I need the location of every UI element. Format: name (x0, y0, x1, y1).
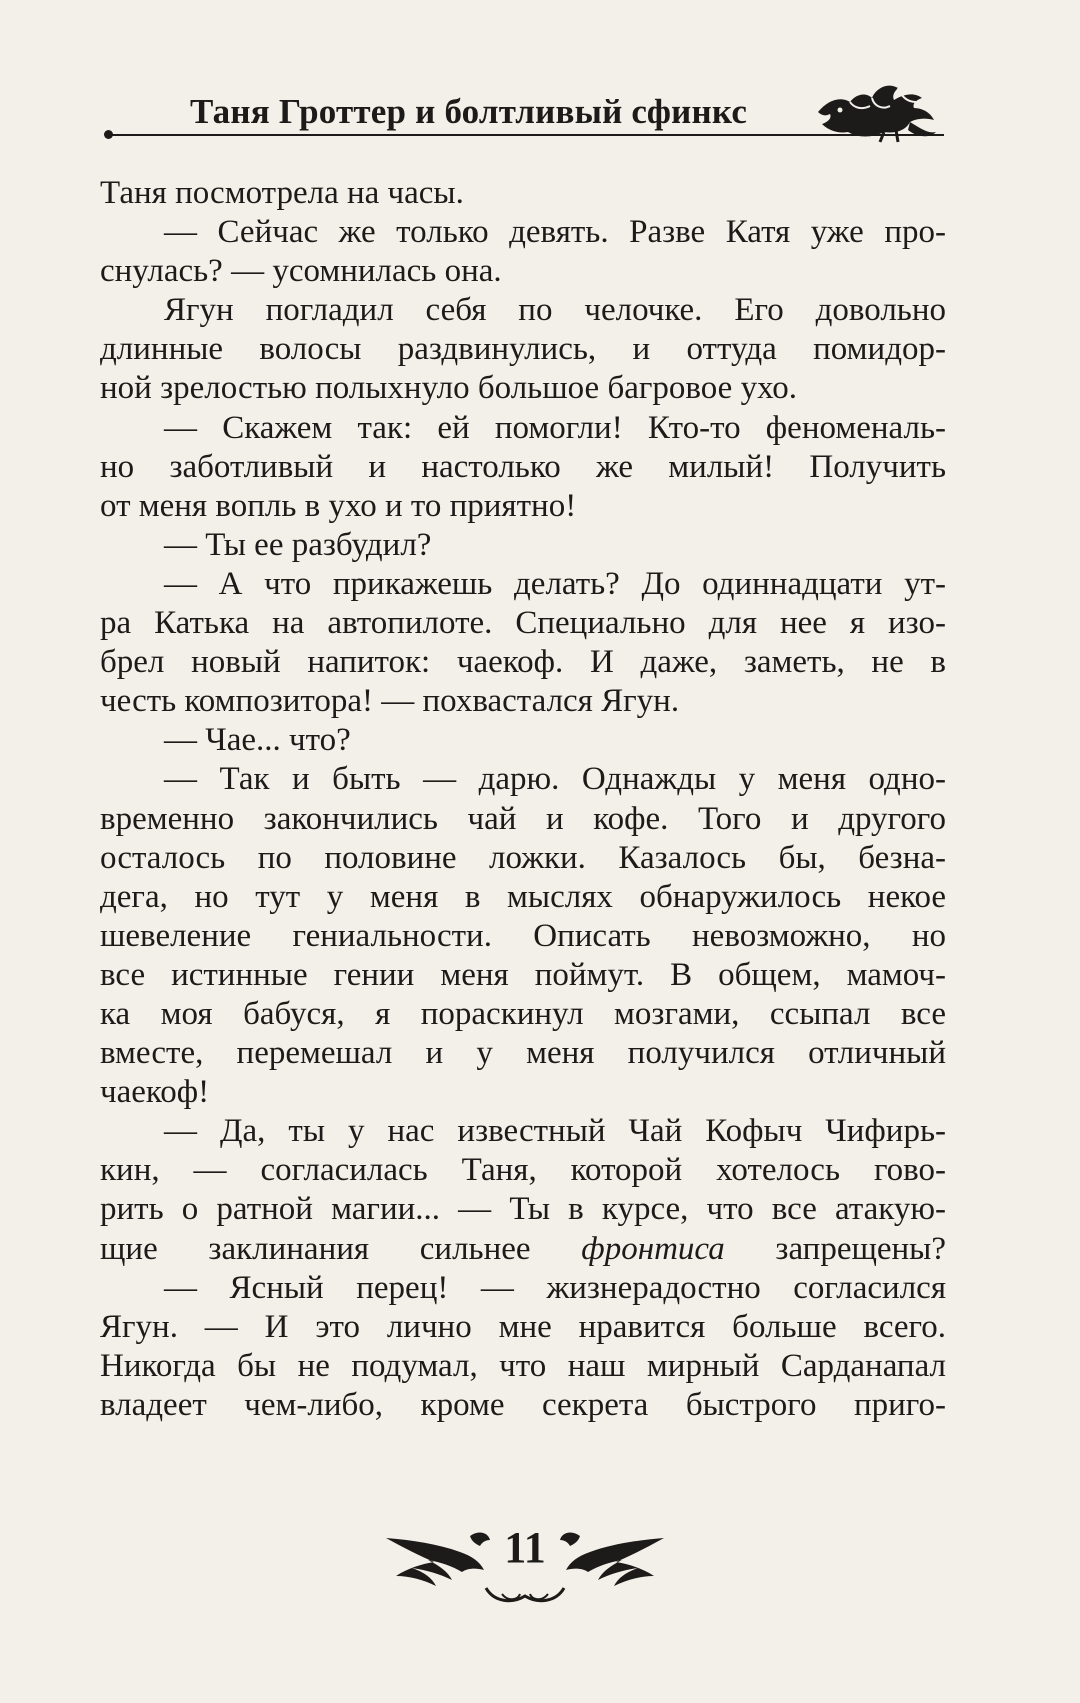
text-line: владеет чем-либо, кроме секрета быстрого приго- (100, 1386, 946, 1423)
italic-term: фронтиса (581, 1230, 725, 1267)
text-line: ной зрелостью полыхнуло большое багровое ухо. (100, 370, 798, 407)
text-line: осталось по половине ложки. Казалось бы, безна- (100, 839, 946, 876)
text-segment: запрещены? (724, 1230, 946, 1267)
text-line: временно закончились чай и кофе. Того и другого (100, 800, 946, 837)
text-line: все истинные гении меня поймут. В общем, мамоч- (100, 956, 946, 993)
text-line: — Сейчас же только девять. Разве Катя уже про- (164, 214, 946, 251)
text-line: вместе, перемешал и у меня получился отличный (100, 1035, 946, 1072)
text-line: брел новый напиток: чаекоф. И даже, заметь, не в (100, 644, 946, 681)
running-header (104, 72, 944, 152)
text-line: Никогда бы не подумал, что наш мирный Сарданапал (100, 1347, 946, 1384)
text-line: Ягун погладил себя по челочке. Его довольно (164, 292, 946, 329)
text-line: — Чае... что? (164, 722, 351, 759)
text-line: — Так и быть — дарю. Однажды у меня одно- (164, 761, 946, 798)
text-line: но заботливый и настолько же милый! Получить (100, 448, 946, 485)
text-line: кин, — согласилась Таня, которой хотелось гово- (100, 1152, 946, 1189)
text-line: длинные волосы раздвинулись, и оттуда помидор- (100, 331, 946, 368)
text-line: чаекоф! (100, 1074, 210, 1111)
page-footer (382, 1518, 668, 1608)
text-line: — А что прикажешь делать? До одиннадцати ут- (164, 565, 946, 602)
text-line: от меня вопль в ухо и то приятно! (100, 487, 577, 524)
text-line: шевеление гениальности. Описать невозможно, но (100, 917, 946, 954)
text-line: — Да, ты у нас известный Чай Кофыч Чифирь- (164, 1113, 946, 1150)
text-segment: щие заклинания сильнее (100, 1230, 582, 1267)
text-line: ра Катька на автопилоте. Специально для нее я изо- (100, 605, 946, 642)
text-line: — Ты ее разбудил? (164, 526, 432, 563)
text-line: ка моя бабуся, я пораскинул мозгами, ссыпал все (100, 995, 946, 1032)
text-line: дега, но тут у меня в мыслях обнаружилось некое (100, 878, 946, 915)
text-line (100, 1230, 946, 1269)
text-line: Таня посмотрела на часы. (100, 175, 464, 211)
text-line: снулась? — усомнилась она. (100, 253, 502, 290)
page-number: 11 (504, 1523, 546, 1572)
text-line: честь композитора! — похвастался Ягун. (100, 683, 680, 720)
book-title: Таня Гроттер и болтливый сфинкс (190, 92, 748, 131)
dragon-icon (810, 72, 940, 144)
text-line: — Скажем так: ей помогли! Кто-то феноменаль- (164, 409, 946, 446)
text-line: Ягун. — И это лично мне нравится больше всего. (100, 1308, 946, 1345)
text-line: рить о ратной магии... — Ты в курсе, что все атакую- (100, 1191, 946, 1228)
page-body (100, 174, 946, 1425)
text-line: — Ясный перец! — жизнерадостно согласился (164, 1269, 946, 1306)
